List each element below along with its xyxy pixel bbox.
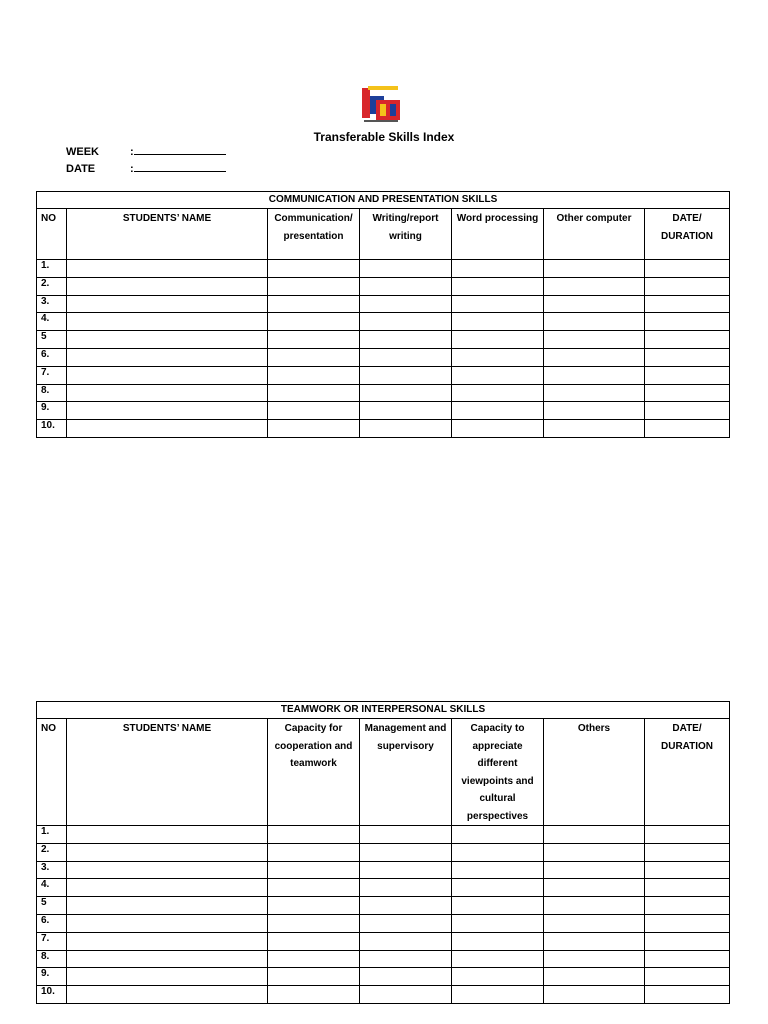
- table-row: [37, 420, 730, 438]
- week-label: WEEK: [66, 146, 99, 158]
- table-cell[interactable]: [645, 277, 730, 295]
- table-cell[interactable]: [544, 897, 645, 915]
- table-cell[interactable]: [268, 348, 360, 366]
- table-cell[interactable]: [268, 295, 360, 313]
- table-cell[interactable]: [67, 295, 268, 313]
- table-cell[interactable]: [268, 402, 360, 420]
- table-cell[interactable]: [645, 826, 730, 844]
- table-cell[interactable]: [268, 950, 360, 968]
- table-cell[interactable]: [645, 914, 730, 932]
- table-cell[interactable]: [268, 843, 360, 861]
- table-row: [37, 295, 730, 313]
- table-cell[interactable]: [268, 277, 360, 295]
- table-cell[interactable]: [544, 861, 645, 879]
- week-field: [66, 145, 226, 158]
- table-cell[interactable]: [645, 879, 730, 897]
- table-cell[interactable]: [645, 366, 730, 384]
- table-cell[interactable]: [67, 313, 268, 331]
- table-cell[interactable]: [67, 932, 268, 950]
- communication-skills-table: [36, 191, 730, 438]
- date-label: DATE: [66, 163, 96, 175]
- row-number: 8.: [37, 384, 67, 402]
- col-header-no: NO: [37, 719, 67, 826]
- table-cell[interactable]: [360, 313, 452, 331]
- table-cell[interactable]: [360, 861, 452, 879]
- week-colon: :: [130, 146, 134, 158]
- row-number: 2.: [37, 277, 67, 295]
- table-row: [37, 348, 730, 366]
- table-cell[interactable]: [360, 420, 452, 438]
- table-row: [37, 826, 730, 844]
- col-header-skill-2: Management and supervisory: [360, 719, 452, 826]
- page-title: Transferable Skills Index: [313, 130, 455, 144]
- table-cell[interactable]: [360, 914, 452, 932]
- table-cell[interactable]: [544, 384, 645, 402]
- table-cell[interactable]: [268, 879, 360, 897]
- table-row: [37, 932, 730, 950]
- row-number: 7.: [37, 932, 67, 950]
- row-number: 10.: [37, 986, 67, 1004]
- table-cell[interactable]: [67, 277, 268, 295]
- table-cell[interactable]: [645, 331, 730, 349]
- table-cell[interactable]: [67, 843, 268, 861]
- table-cell[interactable]: [67, 366, 268, 384]
- col-header-skill-1: Capacity for cooperation and teamwork: [268, 719, 360, 826]
- table-cell[interactable]: [67, 331, 268, 349]
- table-cell[interactable]: [67, 402, 268, 420]
- table-cell[interactable]: [268, 861, 360, 879]
- week-blank-line[interactable]: [134, 145, 226, 155]
- table-cell[interactable]: [452, 826, 544, 844]
- table-cell[interactable]: [268, 986, 360, 1004]
- table-cell[interactable]: [645, 313, 730, 331]
- row-number: 1.: [37, 260, 67, 278]
- table-row: [37, 843, 730, 861]
- table-cell[interactable]: [360, 968, 452, 986]
- row-number: 1.: [37, 826, 67, 844]
- table-cell[interactable]: [360, 986, 452, 1004]
- table-cell[interactable]: [268, 826, 360, 844]
- row-number: 6.: [37, 914, 67, 932]
- table-cell[interactable]: [452, 897, 544, 915]
- table-cell[interactable]: [645, 861, 730, 879]
- col-header-skill-4: Others: [544, 719, 645, 826]
- table-row: [37, 260, 730, 278]
- table-cell[interactable]: [544, 366, 645, 384]
- col-header-name: STUDENTS’ NAME: [67, 209, 268, 260]
- table-cell[interactable]: [544, 950, 645, 968]
- table-cell[interactable]: [268, 260, 360, 278]
- table-row: [37, 402, 730, 420]
- table-cell[interactable]: [452, 932, 544, 950]
- table-cell[interactable]: [544, 260, 645, 278]
- table-cell[interactable]: [360, 402, 452, 420]
- col-header-skill-1: Communication/ presentation: [268, 209, 360, 260]
- table-cell[interactable]: [67, 348, 268, 366]
- table-cell[interactable]: [67, 914, 268, 932]
- table-cell[interactable]: [360, 826, 452, 844]
- header-row: [37, 719, 730, 826]
- table-cell[interactable]: [452, 861, 544, 879]
- row-number: 9.: [37, 402, 67, 420]
- table-cell[interactable]: [268, 932, 360, 950]
- row-number: 10.: [37, 420, 67, 438]
- table-cell[interactable]: [360, 897, 452, 915]
- table-cell[interactable]: [452, 843, 544, 861]
- table-cell[interactable]: [645, 950, 730, 968]
- table-cell[interactable]: [452, 277, 544, 295]
- ipm-logo: [358, 84, 404, 124]
- col-header-skill-4: Other computer: [544, 209, 645, 260]
- col-header-date: DATE/ DURATION: [645, 719, 730, 826]
- table-row: [37, 950, 730, 968]
- table-row: [37, 879, 730, 897]
- table-cell[interactable]: [645, 420, 730, 438]
- table-cell[interactable]: [544, 331, 645, 349]
- table-row: [37, 313, 730, 331]
- row-number: 7.: [37, 366, 67, 384]
- teamwork-skills-table: [36, 701, 730, 1004]
- row-number: 4.: [37, 313, 67, 331]
- table-cell[interactable]: [645, 402, 730, 420]
- table-cell[interactable]: [544, 879, 645, 897]
- table-cell[interactable]: [67, 879, 268, 897]
- table-row: [37, 384, 730, 402]
- table-cell[interactable]: [67, 420, 268, 438]
- table-cell[interactable]: [360, 295, 452, 313]
- table-cell[interactable]: [67, 897, 268, 915]
- table-cell[interactable]: [452, 420, 544, 438]
- table-cell[interactable]: [268, 331, 360, 349]
- col-header-skill-3: Capacity to appreciate different viewpoints and cultural perspectives: [452, 719, 544, 826]
- table-cell[interactable]: [360, 260, 452, 278]
- table-cell[interactable]: [67, 826, 268, 844]
- section-title: COMMUNICATION AND PRESENTATION SKILLS: [37, 192, 730, 209]
- table-cell[interactable]: [452, 879, 544, 897]
- row-number: 5: [37, 331, 67, 349]
- table-cell[interactable]: [360, 277, 452, 295]
- date-blank-line[interactable]: [134, 162, 226, 172]
- table-cell[interactable]: [360, 932, 452, 950]
- table-cell[interactable]: [452, 402, 544, 420]
- row-number: 3.: [37, 861, 67, 879]
- table-cell[interactable]: [544, 843, 645, 861]
- table-cell[interactable]: [360, 331, 452, 349]
- table-row: [37, 366, 730, 384]
- table-cell[interactable]: [544, 914, 645, 932]
- table-cell[interactable]: [544, 277, 645, 295]
- table-cell[interactable]: [67, 950, 268, 968]
- row-number: 5: [37, 897, 67, 915]
- table-cell[interactable]: [67, 968, 268, 986]
- table-row: [37, 968, 730, 986]
- table-row: [37, 861, 730, 879]
- row-number: 8.: [37, 950, 67, 968]
- table-cell[interactable]: [544, 968, 645, 986]
- table-cell[interactable]: [268, 897, 360, 915]
- table-cell[interactable]: [452, 950, 544, 968]
- table-cell[interactable]: [67, 384, 268, 402]
- table-row: [37, 277, 730, 295]
- table-cell[interactable]: [67, 986, 268, 1004]
- table-cell[interactable]: [544, 986, 645, 1004]
- table-cell[interactable]: [452, 914, 544, 932]
- table-cell[interactable]: [544, 348, 645, 366]
- section-title: TEAMWORK OR INTERPERSONAL SKILLS: [37, 702, 730, 719]
- table-cell[interactable]: [645, 968, 730, 986]
- row-number: 3.: [37, 295, 67, 313]
- table-row: [37, 897, 730, 915]
- table-cell[interactable]: [452, 366, 544, 384]
- table-cell[interactable]: [544, 420, 645, 438]
- table-cell[interactable]: [544, 295, 645, 313]
- table-cell[interactable]: [452, 295, 544, 313]
- col-header-skill-2: Writing/report writing: [360, 209, 452, 260]
- table-row: [37, 914, 730, 932]
- table-cell[interactable]: [544, 402, 645, 420]
- row-number: 2.: [37, 843, 67, 861]
- row-number: 4.: [37, 879, 67, 897]
- col-header-name: STUDENTS’ NAME: [67, 719, 268, 826]
- table-cell[interactable]: [452, 968, 544, 986]
- table-cell[interactable]: [360, 879, 452, 897]
- table-cell[interactable]: [360, 384, 452, 402]
- table-cell[interactable]: [268, 384, 360, 402]
- row-number: 9.: [37, 968, 67, 986]
- table-cell[interactable]: [645, 295, 730, 313]
- col-header-no: NO: [37, 209, 67, 260]
- row-number: 6.: [37, 348, 67, 366]
- table-cell[interactable]: [452, 313, 544, 331]
- table-cell[interactable]: [645, 348, 730, 366]
- table-cell[interactable]: [268, 914, 360, 932]
- header-row: [37, 209, 730, 260]
- table-cell[interactable]: [67, 861, 268, 879]
- table-cell[interactable]: [452, 384, 544, 402]
- table-cell[interactable]: [452, 331, 544, 349]
- table-cell[interactable]: [67, 260, 268, 278]
- table-cell[interactable]: [645, 986, 730, 1004]
- table-cell[interactable]: [268, 968, 360, 986]
- table-cell[interactable]: [360, 366, 452, 384]
- date-colon: :: [130, 163, 134, 175]
- table-cell[interactable]: [544, 826, 645, 844]
- table-cell[interactable]: [645, 897, 730, 915]
- table-cell[interactable]: [360, 950, 452, 968]
- table-cell[interactable]: [452, 986, 544, 1004]
- table-cell[interactable]: [360, 348, 452, 366]
- col-header-date: DATE/ DURATION: [645, 209, 730, 260]
- table-cell[interactable]: [268, 366, 360, 384]
- table-cell[interactable]: [544, 932, 645, 950]
- col-header-skill-3: Word processing: [452, 209, 544, 260]
- date-field: [66, 162, 226, 175]
- table-row: [37, 986, 730, 1004]
- table-cell[interactable]: [645, 843, 730, 861]
- table-cell[interactable]: [645, 932, 730, 950]
- table-cell[interactable]: [360, 843, 452, 861]
- table-cell[interactable]: [268, 420, 360, 438]
- table-cell[interactable]: [645, 260, 730, 278]
- table-cell[interactable]: [452, 260, 544, 278]
- table-cell[interactable]: [452, 348, 544, 366]
- table-row: [37, 331, 730, 349]
- table-cell[interactable]: [544, 313, 645, 331]
- table-cell[interactable]: [268, 313, 360, 331]
- table-cell[interactable]: [645, 384, 730, 402]
